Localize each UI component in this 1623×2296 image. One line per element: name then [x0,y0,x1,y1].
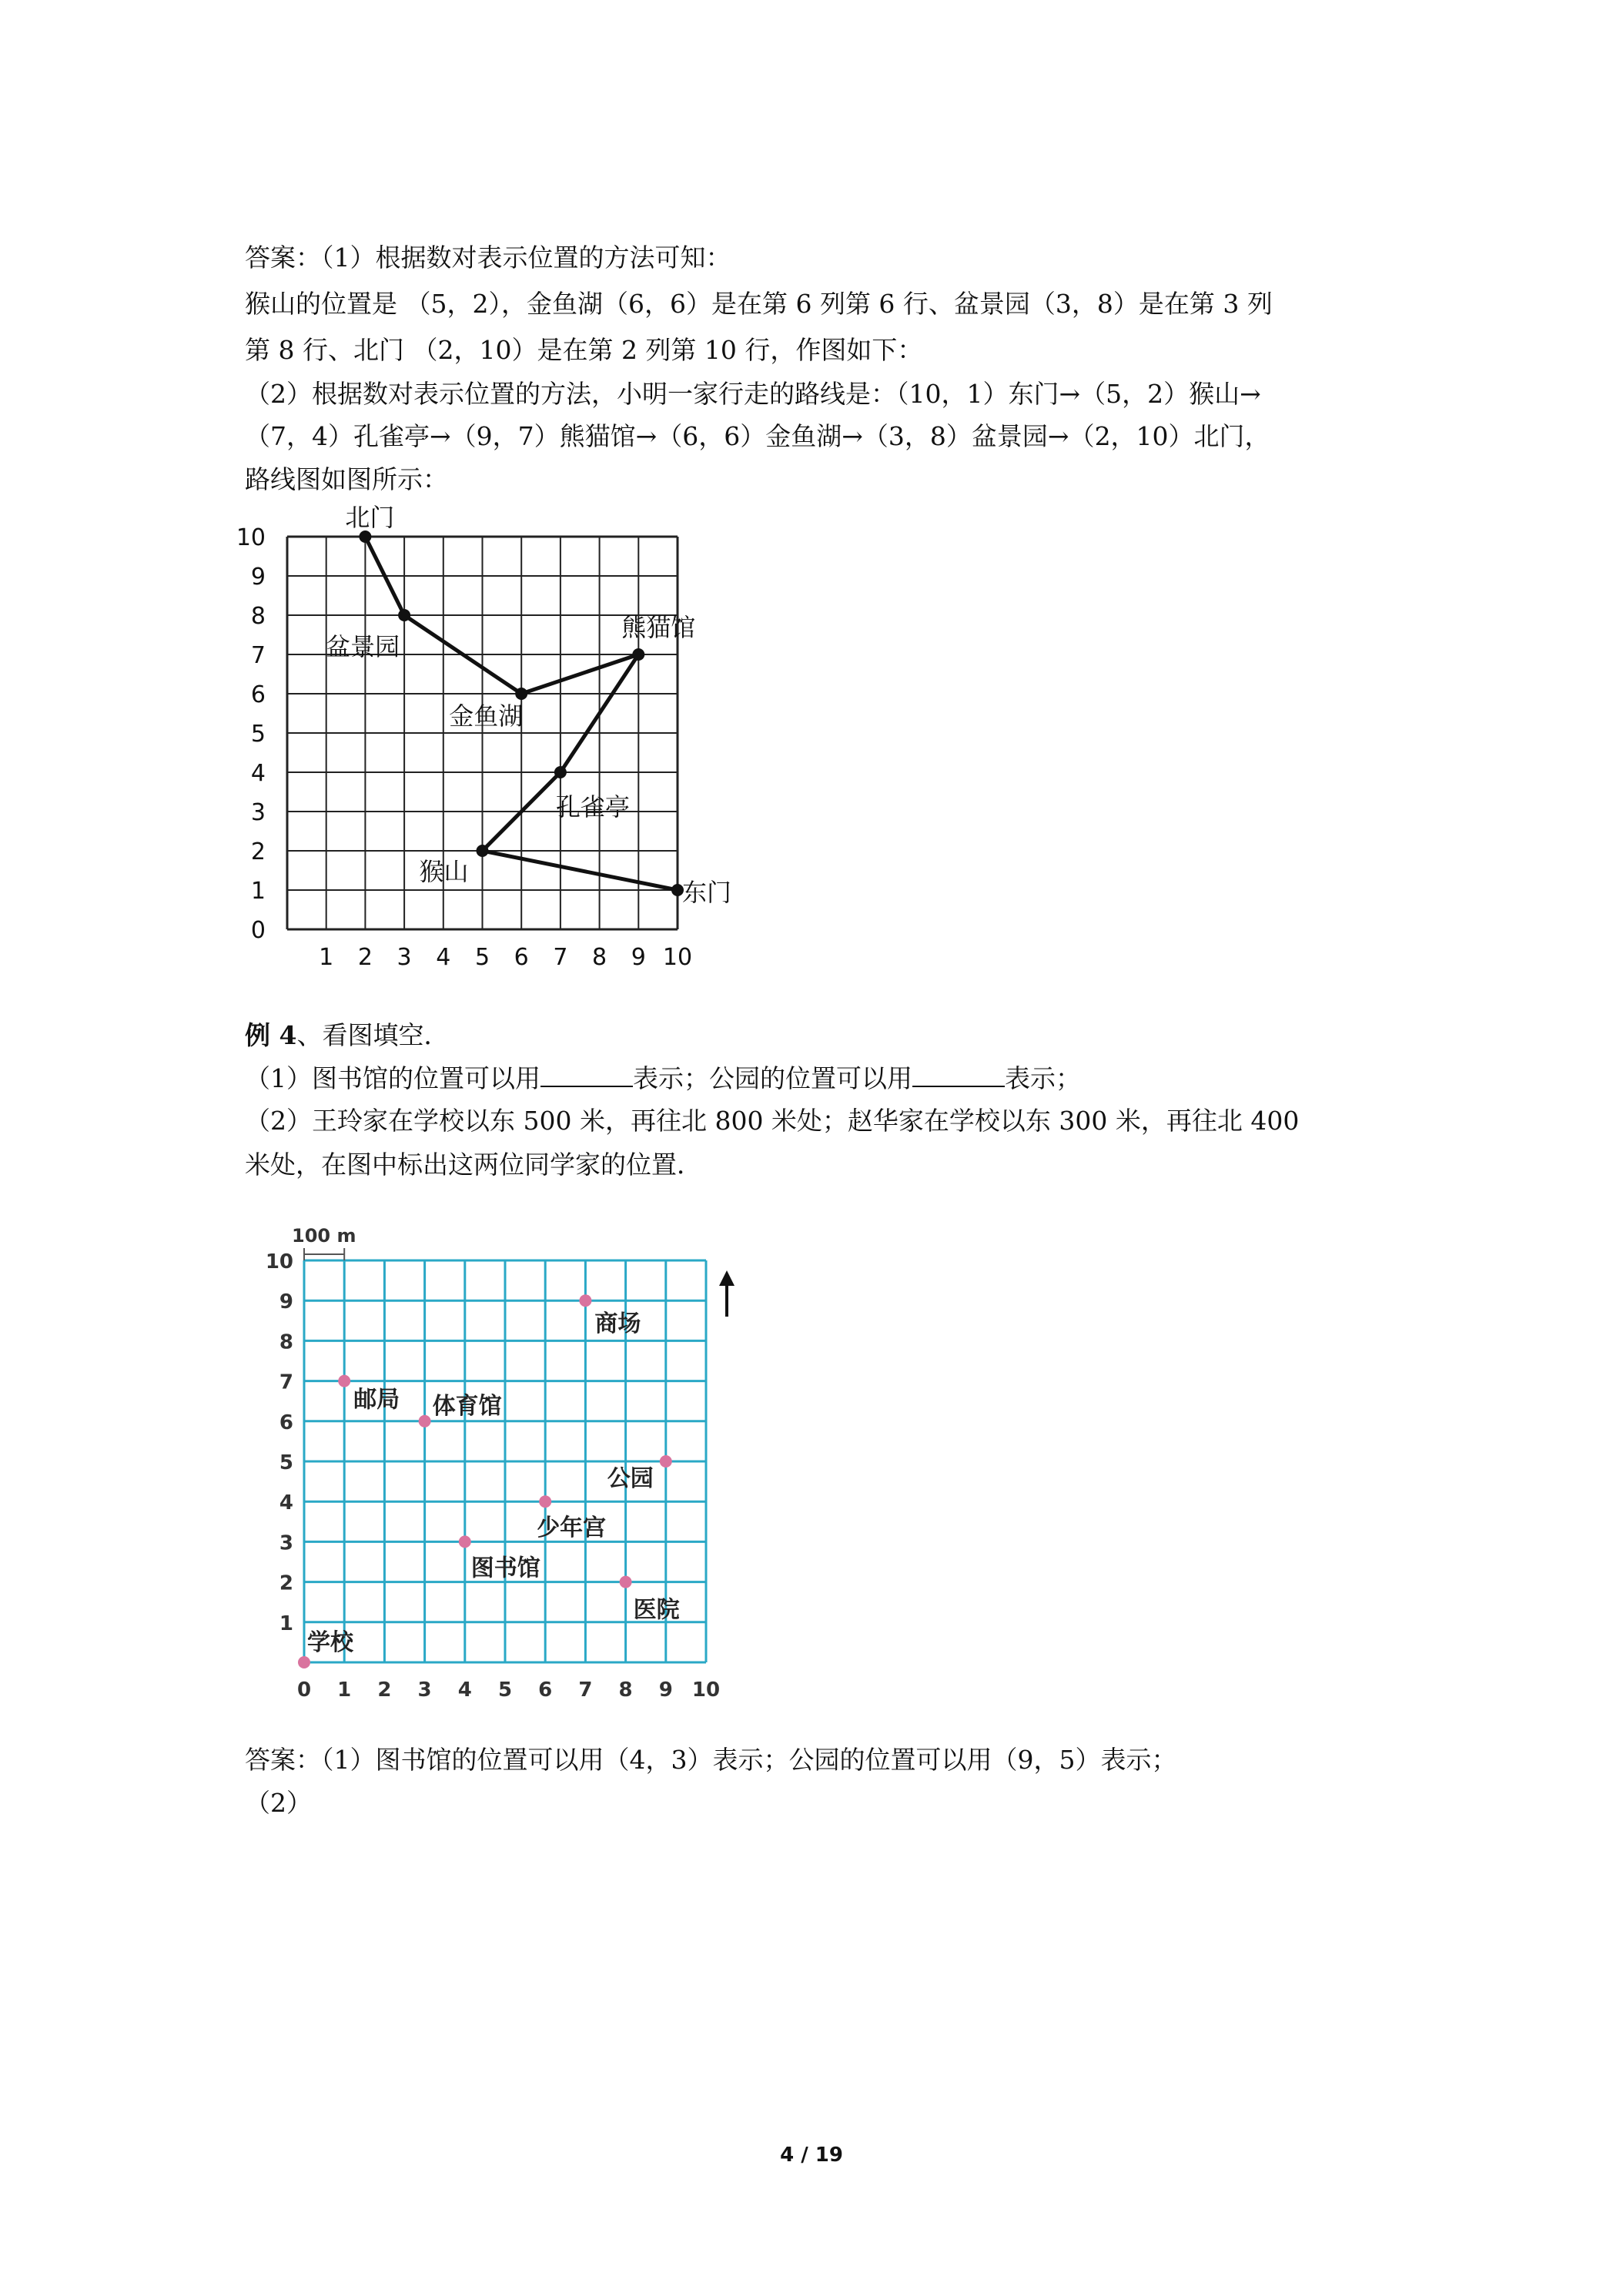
q1-part-a: （1）图书馆的位置可以用 [245,1063,540,1093]
map-point [298,1656,310,1668]
y-tick-label: 4 [250,760,266,787]
map-point-label: 少年宫 [537,1514,607,1542]
answer2-line-1: 答案：（1）图书馆的位置可以用（4，3）表示；公园的位置可以用（9，5）表示； [245,1745,1177,1775]
y-tick-label: 8 [279,1330,293,1354]
example4-instruction: 、看图填空． [296,1020,450,1050]
x-tick-label: 1 [337,1678,352,1702]
y-tick-label: 5 [279,1451,293,1474]
x-tick-label: 5 [497,1678,513,1702]
answer1-line-4: （2）根据数对表示位置的方法，小明一家行走的路线是：（10，1）东门→（5，2）猴山→ [245,379,1261,409]
y-tick-label: 1 [250,878,266,905]
y-tick-label: 3 [250,799,266,826]
x-tick-label: 2 [377,1678,392,1702]
y-tick-label: 5 [250,721,266,748]
q1-part-c: 表示； [1005,1063,1081,1093]
y-tick-label: 6 [250,681,266,708]
y-tick-label: 4 [279,1491,293,1515]
y-tick-label: 3 [279,1531,293,1555]
map-point-label: 医院 [633,1596,680,1624]
page-number: 4 / 19 [780,2144,843,2167]
route-point-label: 猴山 [419,857,469,886]
x-tick-label: 3 [397,944,412,971]
example4-question-2-line-2: 米处，在图中标出这两位同学家的位置． [245,1150,702,1180]
example4-label: 例 4 [245,1020,297,1050]
map-point-label: 体育馆 [432,1392,502,1420]
map-point [620,1576,632,1588]
route-point-label: 北门 [345,503,395,532]
route-point-label: 孔雀亭 [555,792,630,822]
route-point-label: 金鱼湖 [449,701,524,731]
map-point [660,1455,672,1468]
answer1-line-6: 路线图如图所示： [245,464,448,494]
y-tick-label: 6 [279,1411,293,1434]
y-tick-label: 10 [265,1250,293,1274]
map-point [539,1495,551,1508]
answer1-line-2: 猴山的位置是 （5，2），金鱼湖（6，6）是在第 6 列第 6 行、盆景园（3，8）是在第 3 列 [245,289,1273,319]
x-tick-label: 1 [319,944,334,971]
x-tick-label: 9 [658,1678,673,1702]
scale-label: 100 m [292,1225,356,1247]
y-tick-label: 8 [250,603,266,630]
x-tick-label: 4 [457,1678,472,1702]
answer1-line-5: （7，4）孔雀亭→（9，7）熊猫馆→（6，6）金鱼湖→（3，8）盆景园→（2，10）北门， [245,421,1270,451]
map-point-label: 图书馆 [470,1555,540,1582]
x-tick-label: 8 [618,1678,633,1702]
y-tick-label: 0 [250,917,266,944]
x-tick-label: 8 [592,944,607,971]
x-tick-label: 9 [631,944,646,971]
x-tick-label: 10 [691,1678,721,1702]
north-arrow-head [719,1270,735,1286]
x-tick-label: 3 [417,1678,432,1702]
x-tick-label: 5 [474,944,490,971]
x-tick-label: 0 [296,1678,312,1702]
route-point-label: 东门 [682,878,732,907]
x-tick-label: 6 [538,1678,553,1702]
answer2-line-2: （2） [245,1788,312,1818]
x-tick-label: 4 [436,944,451,971]
map-point-label: 邮局 [353,1386,400,1414]
map-point-label: 公园 [607,1465,654,1492]
map-point [579,1294,591,1307]
map-point [419,1415,431,1427]
y-tick-label: 2 [250,838,266,865]
x-tick-label: 6 [514,944,529,971]
map-point-label: 学校 [307,1629,353,1656]
q1-part-b: 表示；公园的位置可以用 [633,1063,912,1093]
y-tick-label: 7 [250,642,266,669]
route-point-label: 盆景园 [326,632,400,661]
map-point-label: 商场 [594,1310,641,1338]
y-tick-label: 10 [236,524,266,551]
answer1-line-1: 答案：（1）根据数对表示位置的方法可知： [245,243,731,273]
x-tick-label: 2 [357,944,373,971]
map-point [338,1375,350,1387]
x-tick-label: 7 [553,944,568,971]
x-tick-label: 7 [578,1678,593,1702]
answer1-line-3: 第 8 行、北门 （2，10）是在第 2 列第 10 行，作图如下： [245,335,923,365]
y-tick-label: 2 [279,1571,293,1595]
y-tick-label: 9 [250,564,266,591]
example4-question-2-line-1: （2）王玲家在学校以东 500 米，再往北 800 米处；赵华家在学校以东 300 米，再往北 400 [245,1106,1300,1136]
y-tick-label: 1 [279,1612,293,1635]
y-tick-label: 7 [279,1371,293,1394]
map-point [459,1535,471,1548]
x-tick-label: 10 [662,944,693,971]
route-point-label: 熊猫馆 [621,613,696,642]
y-tick-label: 9 [279,1290,293,1314]
